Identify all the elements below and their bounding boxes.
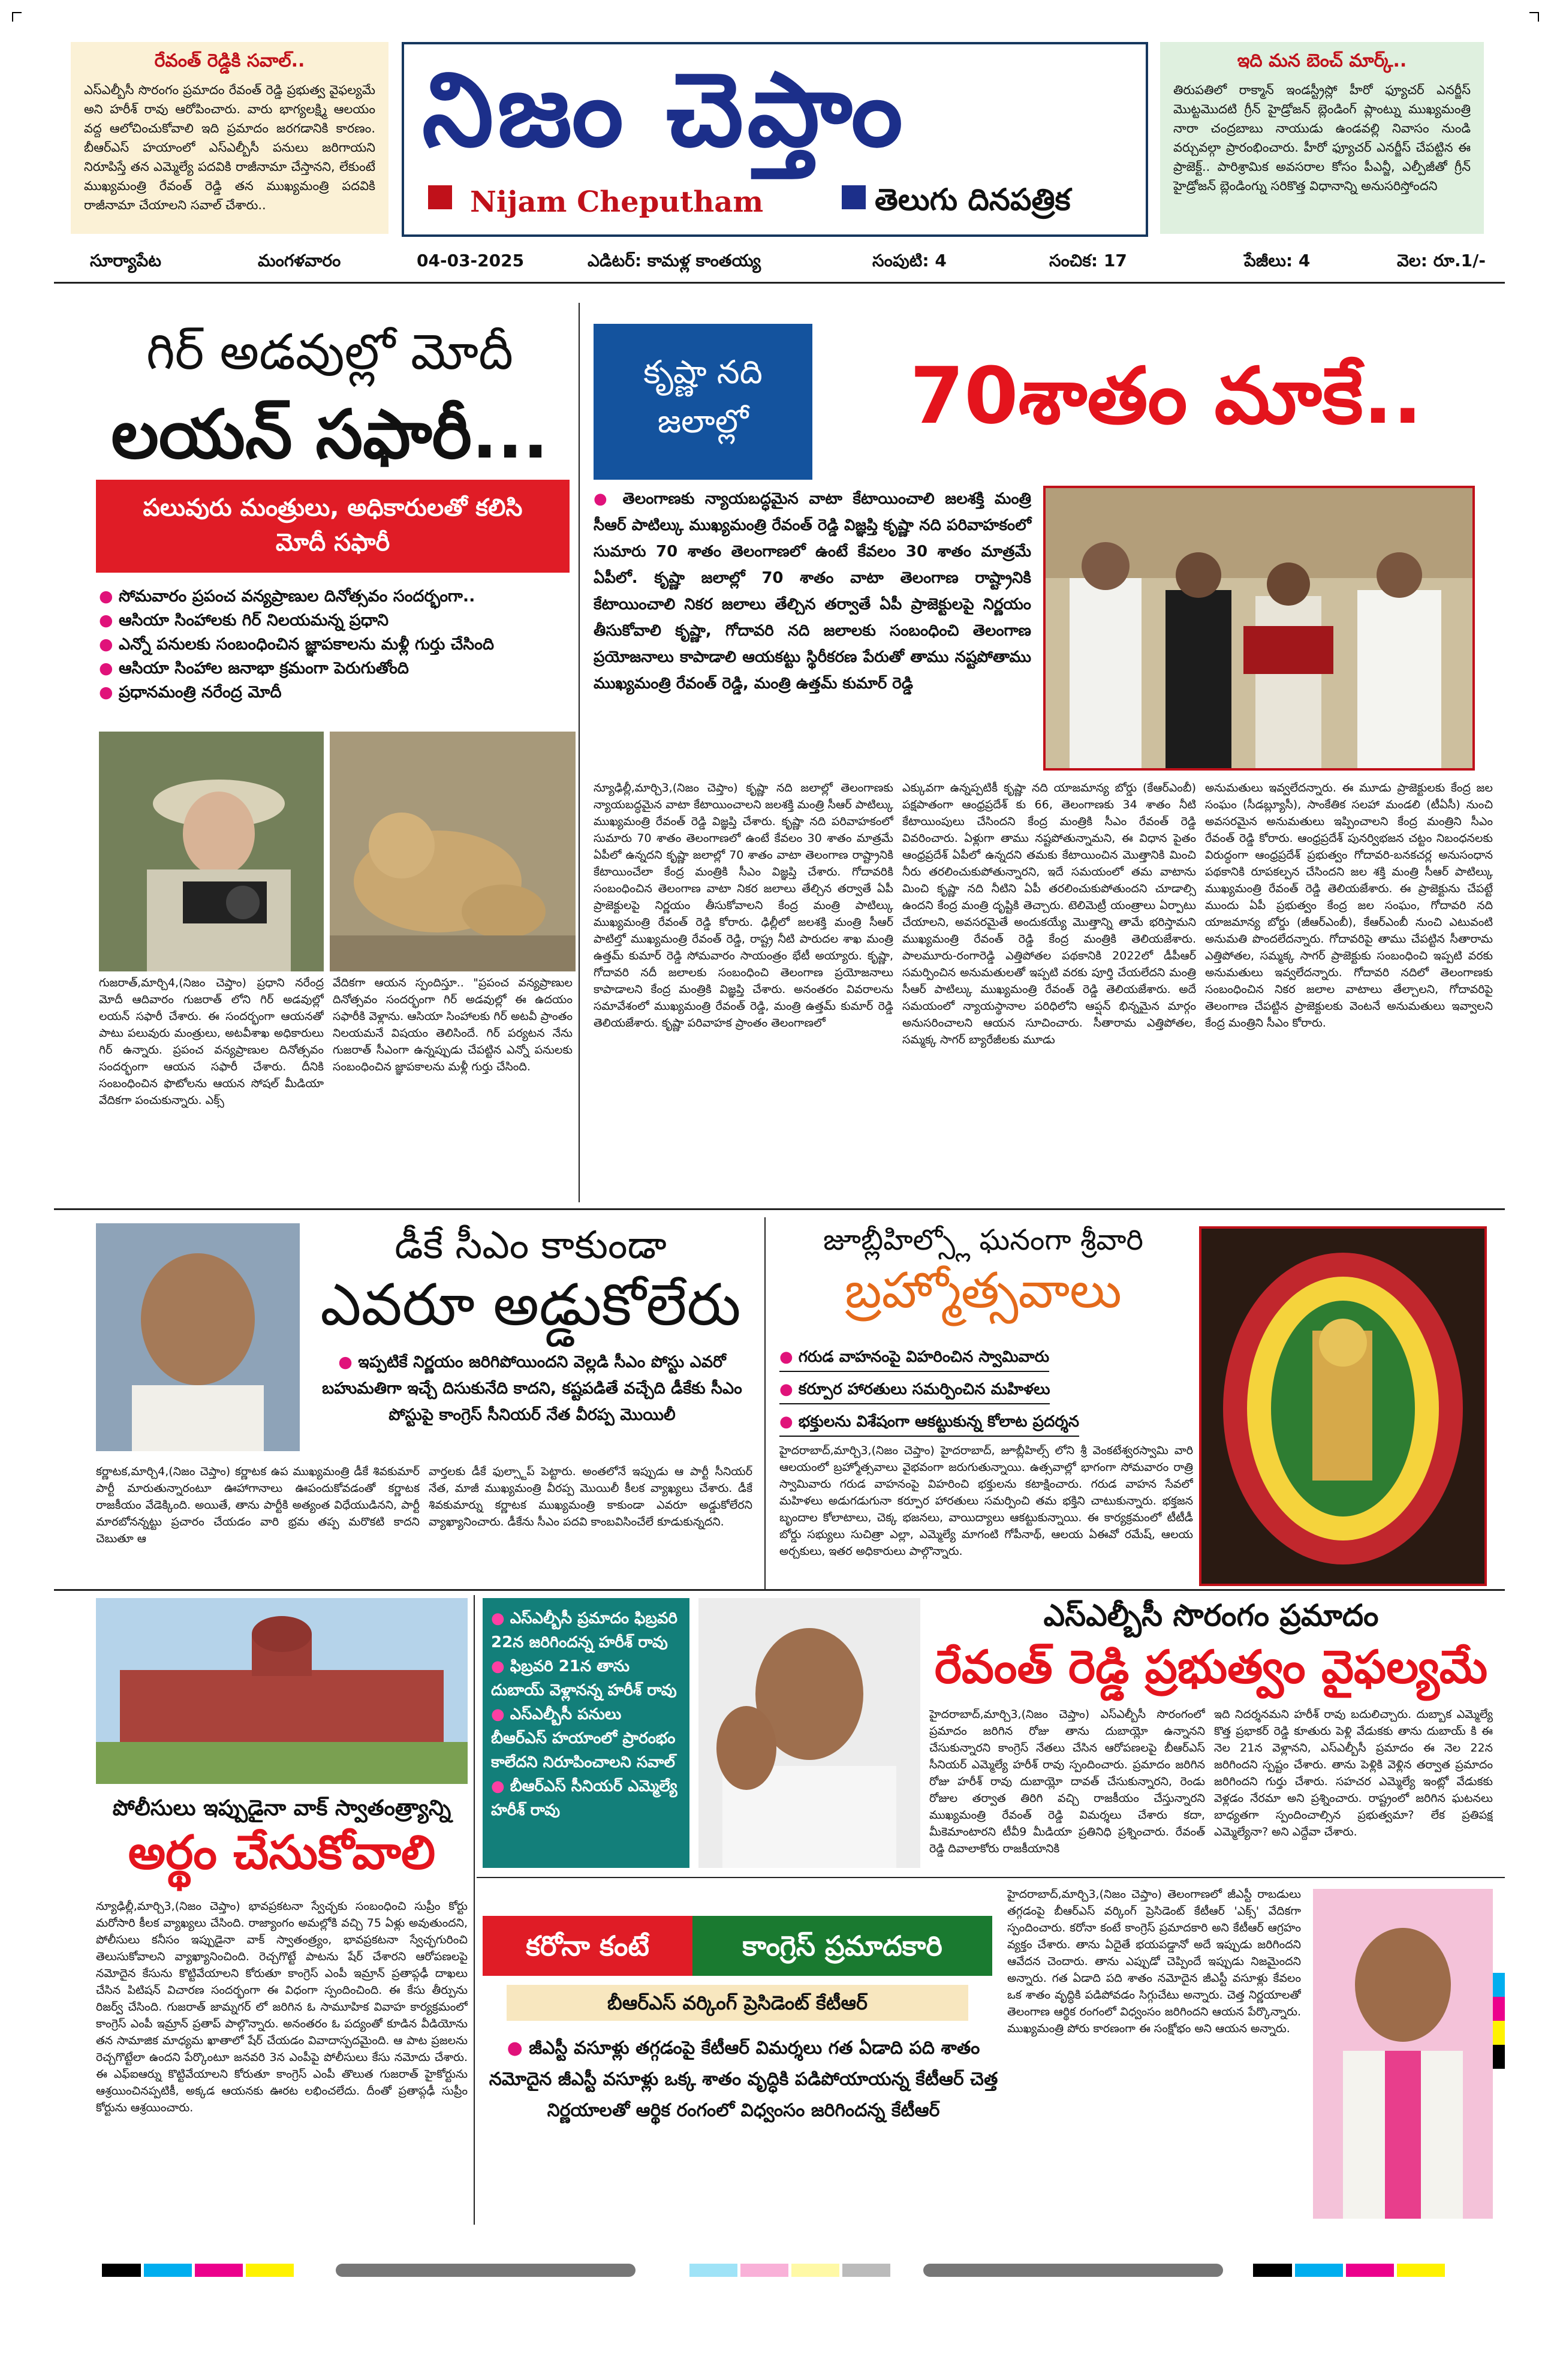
story7-deck: ● జీఎస్టీ వసూళ్లు తగ్గడంపై కేటీఆర్ విమర్శలు గత ఏడాది పది శాతం నమోదైన జీఎస్టీ వసూళ్లు ఒక్క శాతం వృద్ధికి పడిపోయాయన్న కేటీఆర్ చెత్త నిర్ణయాలతో ఆర్థిక రంగంలో విధ్వంసం జరిగిందన్న కేటీఆర్ xyxy=(489,2038,998,2121)
deity-garuda-photo xyxy=(1199,1226,1487,1586)
story1-bullet: ● ఆసియా సింహాలకు గిర్ నిలయమన్న ప్రధాని xyxy=(99,611,389,630)
veerappa-moily-photo xyxy=(96,1223,300,1451)
right-teaser-text: తిరుపతిలో రాక్మాన్ ఇండస్ట్రీస్లో హీరో ఫ్యూచర్ ఎనర్జీస్ మొట్టమొదటి గ్రీన్ హైడ్రోజన్ బ్లెండింగ్ ప్లాంట్ను ముఖ్యమంత్రి నారా చంద్రబాబు నాయుడు ఉండవల్లి నివాసం నుండి వర్చువల్గా ప్రారంభించారు. హీరో ఫ్యూచర్ ఎనర్జీస్ చేపట్టిన ఈ ప్రాజెక్ట్.. పారిశ్రామిక అవసరాల కోసం పీఎన్జీ, ఎల్పీజీతో గ్రీన్ హైడ్రోజన్ బ్లెండింగ్ను సరికొత్త విధానాన్ని అనుసరిస్తోందని xyxy=(1173,83,1471,193)
reg-magenta xyxy=(195,2264,243,2277)
story7-subribbon: బీఆర్ఎస్ వర్కింగ్ ప్రెసిడెంట్ కేటీఆర్ xyxy=(507,1985,968,2021)
story3-head2: ఎవరూ అడ్డుకోలేరు xyxy=(320,1271,741,1338)
story4-head1: జూబ్లీహిల్స్లో ఘనంగా శ్రీవారి xyxy=(823,1223,1143,1257)
story2-deck: ● తెలంగాణకు న్యాయబద్ధమైన వాటా కేటాయించాలి జలశక్తి మంత్రి సీఆర్ పాటిల్కు ముఖ్యమంత్రి రేవంత్ రెడ్డి విజ్ఞప్తి కృష్ణా నది పరివాహకంలో సుమారు 70 శాతం తెలంగాణలో ఉంటే కేవలం 30 శాతం మాత్రమే ఏపీలో. కృష్ణా జలాల్లో 70 శాతం వాటా తెలంగాణ రాష్ట్రానికి కేటాయించాలి నికర జలాలు తేల్చిన తర్వాతే ఏపీ ప్రాజెక్టులపై నిర్ణయం తీసుకోవాలి కృష్ణా, గోదావరి నది జలాలకు సంబంధించి తెలంగాణ ప్రయోజనాలు కాపాడాలి ఆయకట్టు స్థిరీకరణ పేరుతో తాము నష్టపోతాము ముఖ్యమంత్రి రేవంత్ రెడ్డి, మంత్రి ఉత్తమ్ కుమార్ రెడ్డి xyxy=(594,490,1031,693)
story6-head1: పోలీసులు ఇప్పుడైనా వాక్ స్వాతంత్ర్యాన్ని xyxy=(112,1796,451,1821)
story2-headline: 70శాతం మాకే.. xyxy=(909,350,1423,441)
story2-col3: అనుమతులు ఇవ్వలేదన్నారు. ఈ మూడు ప్రాజెక్టులకు కేంద్ర జల సంఘం (సీడబ్ల్యూసీ), సాంకేతిక సలహా మండలి (టీఏసీ) నుంచి అవసరమైన అనుమతులు ఇప్పించాలని కేంద్ర మంత్రిని సీఎం రేవంత్ రెడ్డి కోరారు. ఆంధ్రప్రదేశ్ పునర్విభజన చట్టం నిబంధనలకు విరుద్ధంగా ఆంధ్రప్రదేశ్ ప్రభుత్వం గోదావరి-బనకచర్ల అనుసంధాన పథకానికి రూపకల్పన చేసిందని జల శక్తి మంత్రి సీఆర్ పాటిల్కు ముఖ్యమంత్రి రేవంత్ రెడ్డి తెలియజేశారు. ఈ ప్రాజెక్టును చేపట్టే ముందు ఏపీ ప్రభుత్వం కేంద్ర జల సంఘం, గోదావరి నది యాజమాన్య బోర్డు (జీఆర్ఎంబీ), కేఆర్ఎంబీ నుంచి ఎటువంటి అనుమతి పొందలేదన్నారు. గోదావరిపై తాము చేపట్టిన సీతారామ ఎత్తిపోతల, సమ్మక్క సాగర్ ప్రాజెక్టుకు సంబంధించి ఇప్పటి వరకు అనుమతులు ఇవ్వలేదన్నారు. గోదావరి నదిలో తెలంగాణకు సంబంధించిన నికర జలాల వాటాలు తేల్చాలని, గోదావరిపై తెలంగాణ చేపట్టిన ప్రాజెక్టులకు వెంటనే అనుమతులు ఇవ్వాలని కేంద్ర మంత్రిని సీఎం కోరారు. xyxy=(1205,781,1493,1030)
story5-col1: హైదరాబాద్,మార్చి3,(నిజం చెప్తాం) ఎస్ఎల్బీసీ సొరంగంలో ప్రమాదం జరిగిన రోజు తాను దుబాయ్లో ఉన్నానని చేసుకున్నారని కాంగ్రెస్ నేతలు చేసిన ఆరోపణలపై బీఆర్ఎస్ సీనియర్ ఎమ్మెల్యే హరీశ్ రావు స్పందించారు. ప్రమాదం జరిగిన రోజు హరీశ్ రావు దుబాయ్లో దావత్ చేసుకున్నారని, రెండు రోజుల తర్వాత తిరిగి వచ్చి రాజకీయం చేస్తున్నారని ముఖ్యమంత్రి రేవంత్ రెడ్డి విమర్శలు చేశారు కదా, మీకెమాంటారని టీవీ9 మీడియా ప్రతినిధి ప్రశ్నించారు. రేవంత్ రెడ్డి దివాలాకోరు రాజకీయానికి xyxy=(929,1708,1205,1855)
story1-bullet: ● సోమవారం ప్రపంచ వన్యప్రాణుల దినోత్సవం సందర్భంగా.. xyxy=(99,587,475,606)
reg-black-2 xyxy=(1253,2264,1292,2277)
reg-cyan-2 xyxy=(1295,2264,1343,2277)
reg-yellow-2 xyxy=(1397,2264,1445,2277)
side-color-strip xyxy=(1493,1973,1505,2105)
right-teaser-box xyxy=(1160,42,1484,234)
dateline-issue: సంచిక: 17 xyxy=(1049,251,1127,270)
story1-bullet: ● ఎన్నో పనులకు సంబంధించిన జ్ఞాపకాలను మళ్లీ గుర్తు చేసింది xyxy=(99,635,495,654)
column-divider-3 xyxy=(474,1595,475,2225)
story1-bullet: ● ప్రధానమంత్రి నరేంద్ర మోదీ xyxy=(99,683,282,702)
story6-head2: అర్థం చేసుకోవాలి xyxy=(128,1826,436,1880)
story3-col2: వార్తలకు డీకే ఫుల్స్టాప్ పెట్టారు. అంతలోనే ఇప్పుడు ఆ పార్టీ సీనియర్ నేత, మాజీ ముఖ్యమంత్రి వీరప్ప మొయిలీ కీలక వ్యాఖ్యలు చేశారు. డీకే శివకుమార్ను కర్ణాటక ముఖ్యమంత్రి కాకుండా ఎవరూ అడ్డుకోలేరని వ్యాఖ్యానించారు. డీకేను సీఎం పదవి కాంబవిసించేలే కూడుకున్నదని. xyxy=(429,1465,752,1529)
story4-caption: ● గరుడ వాహనంపై విహరించిన స్వామివారు xyxy=(779,1343,1049,1372)
dateline-rule xyxy=(54,282,1505,284)
reg-light-magenta xyxy=(740,2264,788,2277)
section-rule-2 xyxy=(54,1589,1505,1591)
story1-col2: వేదికగా ఆయన స్పందిస్తూ.. "ప్రపంచ వన్యప్రాణుల దినోత్సవం సందర్భంగా గిర్ అడవుల్లో ఈ ఉదయం సఫారీకి వెళ్లాను. ఆసియా సింహాలకు గిర్ అటవీ ప్రాంతం నిలయమనే విషయం తెలిసిందే. గిర్ పర్యటన నేను గుజరాత్ సీఎంగా ఉన్నప్పుడు చేపట్టిన ఎన్నో పనులకు సంబంధించిన జ్ఞాపకాలను మళ్లీ గుర్తు చేసింది. xyxy=(333,976,573,1073)
reg-yellow xyxy=(246,2264,294,2277)
story3-deck: ● ఇప్పటికే నిర్ణయం జరిగిపోయిందని వెల్లడి సీఎం పోస్టు ఎవరో బహుమతిగా ఇచ్చే దిసుకునేది కాదని, కష్టపడితే వచ్చేది డీకేకు సీఎం పోస్టుపై కాంగ్రెస్ సీనియర్ నేత వీరప్ప మొయిలీ xyxy=(322,1353,742,1424)
story1-bullets xyxy=(99,585,579,705)
dateline-place: సూర్యాపేట xyxy=(90,251,161,270)
modi-camera-photo xyxy=(99,732,324,971)
story5-bullets xyxy=(483,1598,689,1868)
column-divider-2 xyxy=(764,1217,766,1589)
story5-bullet: ● ఫిబ్రవరి 21న తాను దుబాయ్ వెళ్లానన్న హరీశ్ రావు xyxy=(491,1657,677,1699)
reg-light-cyan xyxy=(689,2264,737,2277)
story5-col2: ఇది నిదర్శనమని హరీశ్ రావు బదులిచ్చారు. దుబ్బాక ఎమ్మెల్యే కొత్త ప్రభాకర్ రెడ్డి కూతురు పెళ్లి వేడుకకు తాను దుబాయ్ కి ఈ నెల 21న వెళ్లానని, ఎస్ఎల్బీసీ ప్రమాదం ఈ నెల 22న జరిగిందని స్పష్టం చేశారు. తాను పెళ్లికి వెళ్లిన తర్వాత ప్రమాదం జరిగిందని గుర్తు చేశారు. సహచర ఎమ్మెల్యే ఇంట్లో వేడుకకు వెళ్లడం నేరమా అని ప్రశ్నించారు. రాష్ట్రంలో జరిగిన ఘటనలు బాధ్యతగా స్పందించాల్సిన ప్రభుత్వమా? లేక ప్రతిపక్ష ఎమ్మెల్యేనా? అని ఎద్దేవా చేశారు. xyxy=(1214,1708,1493,1839)
story4-caption: ● భక్తులను విశేషంగా ఆకట్టుకున్న కోలాట ప్రదర్శన xyxy=(779,1408,1079,1437)
lion-cub-photo xyxy=(330,732,576,971)
ktr-photo xyxy=(1313,1889,1493,2219)
left-teaser-box xyxy=(71,42,388,234)
masthead-english: Nijam Cheputham xyxy=(470,185,764,219)
dateline-date: 04-03-2025 xyxy=(417,251,525,270)
reg-grey-bar xyxy=(336,2264,636,2277)
story1-bullet: ● ఆసియా సింహాల జనాభా క్రమంగా పెరుగుతోంది xyxy=(99,659,409,678)
story7-body: హైదరాబాద్,మార్చి3,(నిజం చెప్తాం) తెలంగాణలో జీఎస్టీ రాబడులు తగ్గడంపై బీఆర్ఎస్ వర్కింగ్ ప్రెసిడెంట్ కేటీఆర్ 'ఎక్స్' వేదికగా స్పందించారు. కరోనా కంటే కాంగ్రెస్ ప్రమాదకారి అని కేటీఆర్ ఆగ్రహం వ్యక్తం చేశారు. తాను ఏదైతే భయపడ్డానో అదే ఇప్పుడు జరిగిందని ఆవేదన చెందారు. తాను ఎప్పుడో చెప్పిందే ఇప్పుడు నిజమైందని అన్నారు. గత ఏడాది పది శాతం నమోదైన జీఎస్టీ వసూళ్లు కేవలం ఒక శాతం వృద్ధికి పడిపోవడం సిగ్గుచేటు అన్నారు. చెత్త నిర్ణయాలతో తెలంగాణ ఆర్థిక రంగంలో విధ్వంసం జరిగిందని ఆయన పేర్కొన్నారు. ముఖ్యమంత్రి పోరు కారణంగా ఈ సంక్షోభం అని ఆయన అన్నారు. xyxy=(1007,1888,1301,2035)
story4-captions xyxy=(779,1343,1199,1440)
masthead-square-blue xyxy=(842,185,866,209)
crop-mark-tr xyxy=(1529,12,1539,22)
masthead xyxy=(402,42,1148,237)
right-teaser-title: ఇది మన బెంచ్ మార్క్.. xyxy=(1237,50,1407,71)
story7-ribbon-right: కాంగ్రెస్ ప్రమాదకారి xyxy=(692,1916,992,1976)
story7-ribbon-left: కరోనా కంటే xyxy=(483,1916,692,1976)
masthead-telugu-sub: తెలుగు దినపత్రిక xyxy=(875,182,1071,217)
dateline-volume: సంపుటి: 4 xyxy=(872,251,947,270)
harish-rao-photo xyxy=(698,1598,920,1868)
story5-bullet: ● ఎస్ఎల్బీసీ ప్రమాదం ఫిబ్రవరి 22న జరిగిందన్న హరీశ్ రావు xyxy=(491,1609,677,1651)
reg-grey-bar-2 xyxy=(923,2264,1223,2277)
masthead-square-red xyxy=(428,185,452,209)
left-teaser-text: ఎస్ఎల్బీసీ సొరంగం ప్రమాదం రేవంత్ రెడ్డి ప్రభుత్వ వైఫల్యమే అని హరీశ్ రావు ఆరోపించారు. వారు భాగ్యలక్ష్మి ఆలయం వద్ద ఆలోచించుకోవాలి ఇది ప్రమాదం జరగడానికి కారణం. బీఆర్ఎస్ హయాంలో ఎస్ఎల్బీసీ పనులు జరిగాయని నిరూపిస్తే తన ఎమ్మెల్యే పదవికి రాజీనామా చేస్తానని, లేకుంటే ముఖ్యమంత్రి రేవంత్ రెడ్డి తన ముఖ్యమంత్రి పదవికి రాజీనామా చేయాలని సవాల్ చేశారు.. xyxy=(84,83,375,212)
dateline-pages: పేజీలు: 4 xyxy=(1244,251,1311,270)
story2-col2: ఎక్కువగా ఉన్నప్పటికీ కృష్ణా నది యాజమాన్య బోర్డు (కేఆర్ఎంబీ) పక్షపాతంగా ఆంధ్రప్రదేశ్ కు 66, తెలంగాణకు 34 శాతం నీటి కేటాయింపులు చేసిందని కేంద్ర మంత్రికి సీఎం రేవంత్ రెడ్డి వివరించారు. ఏళ్లుగా తాము నష్టపోతున్నామని, ఈ విధాన పైతం ఆంధ్రప్రదేశ్ ఏపీలో ఉన్నదని తమకు కేటాయించిన మొత్తానికి మించి నీరు తరలించుకుపోతున్నారని, ఇదే సమయంలో తమ వాటాను మించి కృష్ణా నది నీటిని ఏపీ తరలించుకుపోతుందని చూడాల్సి ఉందని కేంద్ర మంత్రి దృష్టికి తెచ్చారు. టెలిమెట్రీ యంత్రాలు ఏర్పాటు చేయాలని, అవసరమైతే అందుకయ్యే మొత్తాన్ని తామే భరిస్తామని ముఖ్యమంత్రి రేవంత్ రెడ్డి కేంద్ర మంత్రికి తెలియజేశారు. పాలమూరు-రంగారెడ్డి ఎత్తిపోతల పథకానికి 2022లో డీపీఆర్ సమర్పించిన అనుమతులతో ఇప్పటి వరకు పూర్తి చేయలేదని మంత్రి సీఆర్ పాటిల్కు ముఖ్యమంత్రి రేవంత్ రెడ్డి తెలియజేశారు. అదే సమయంలో న్యాయస్థానాల పరిధిలోని ఆప్షన్ భిన్నమైన మార్గం అనుసరించాలని ఆయన సూచించారు. సీతారామ ఎత్తిపోతల, సమ్మక్క సాగర్ బ్యారేజీలకు మూడు xyxy=(902,781,1196,1046)
reg-cyan xyxy=(144,2264,192,2277)
story3-head1: డీకే సీఎం కాకుండా xyxy=(394,1223,667,1268)
registration-bar xyxy=(54,2258,1505,2282)
story6-body: న్యూఢిల్లీ,మార్చి3,(నిజం చెప్తాం) భావప్రకటనా స్వేచ్ఛకు సంబంధించి సుప్రీం కోర్టు మరోసారి కీలక వ్యాఖ్యలు చేసింది. రాజ్యాంగం అమల్లోకి వచ్చి 75 ఏళ్లు అవుతుందని, పోలీసులు కనీసం ఇప్పుడైనా వాక్ స్వాతంత్ర్యం, భావప్రకటనా స్వేచ్ఛగురించి తెలుసుకోవాలని వ్యాఖ్యానించింది. రెచ్చగొట్టే పాటను షేర్ చేశారని ఆరోపణలపై నమోదైన కేసును కొట్టివేయాలని కోరుతూ కాంగ్రెస్ ఎంపీ ఇమ్రాన్ ప్రతాప్గఢీ దాఖలు చేసిన పిటిషన్ విచారణ సందర్భంగా ఈ విధంగా స్పందించింది. ఈ కేసు తీర్పును రిజర్వ్ చేసింది. గుజరాత్ జామ్నగర్ లో జరిగిన ఓ సామూహిక వివాహ కార్యక్రమంలో కాంగ్రెస్ ఎంపీ ఇమ్రాన్ ప్రతాప్ పాల్గొన్నారు. అనంతరం ఓ పద్యంతో కూడిన వీడియోను తన సామాజిక మాధ్యమ ఖాతాలో షేర్ చేయడం వివాదాస్పదమైంది. ఆ పాట ప్రజలను రెచ్చగొట్టేలా ఉందని పేర్కొంటూ జనవరి 3న ఎంపీపై పోలీసులు కేసు నమోదు చేశారు. ఈ ఎఫ్ఐఆర్ను కొట్టివేయాలని కోరుతూ కాంగ్రెస్ ఎంపీ తొలుత గుజరాత్ హైకోర్టును ఆశ్రయించినప్పటికీ, అక్కడ ఆయనకు ఊరట లభించలేదు. దీంతో ప్రతాప్గఢీ సుప్రీం కోర్టును ఆశ్రయించారు. xyxy=(96,1900,468,2114)
story1-head1: గిర్ అడవుల్లో మోదీ xyxy=(146,324,514,381)
left-teaser-title: రేవంత్ రెడ్డికి సవాల్.. xyxy=(154,50,305,71)
crop-mark-tl xyxy=(12,12,22,22)
story1-ribbon: పలువురు మంత్రులు, అధికారులతో కలిసి మోదీ సఫారీ xyxy=(96,480,570,573)
story1-head2: లయన్ సఫారీ... xyxy=(111,396,549,474)
dateline xyxy=(54,251,1505,279)
section-rule-1 xyxy=(54,1208,1505,1210)
revanth-patil-meeting-photo xyxy=(1043,486,1475,771)
story5-bullet: ● బీఆర్ఎస్ సీనియర్ ఎమ్మెల్యే హరీశ్ రావు xyxy=(491,1777,677,1819)
story5-head1: ఎస్ఎల్బీసీ సొరంగం ప్రమాదం xyxy=(1043,1598,1379,1633)
reg-light-grey xyxy=(842,2264,890,2277)
dateline-price: వెల: రూ.1/- xyxy=(1397,251,1486,270)
section-rule-3 xyxy=(477,1877,1505,1878)
supreme-court-photo xyxy=(96,1598,468,1784)
reg-black xyxy=(102,2264,141,2277)
dateline-day: మంగళవారం xyxy=(258,251,341,270)
story5-bullet: ● ఎస్ఎల్బీసీ పనులు బీఆర్ఎస్ హయాంలో ప్రారంభం కాలేదని నిరూపించాలని సవాల్ xyxy=(491,1705,676,1771)
story5-head2: రేవంత్ రెడ్డి ప్రభుత్వం వైఫల్యమే xyxy=(934,1640,1488,1693)
story2-col1: న్యూఢిల్లీ,మార్చి3,(నిజం చెప్తాం) కృష్ణా నది జలాల్లో తెలంగాణకు న్యాయబద్ధమైన వాటా కేటాయించాలని జలశక్తి మంత్రి సీఆర్ పాటిల్కు ముఖ్యమంత్రి రేవంత్ రెడ్డి విజ్ఞప్తి చేశారు. కృష్ణా నది పరివాహకంలో సుమారు 70 శాతం తెలంగాణలో ఉంటే కేవలం 30 శాతం మాత్రమే ఏపీలో ఉన్నదని కృష్ణా జలాల్లో 70 శాతం వాటా తెలంగాణ రాష్ట్రానికి కేటాయించేలా కేంద్ర మంత్రికి సీఎం విజ్ఞప్తి చేశారు. గోదావరికి సంబంధించిన తెలంగాణ వాటా నికర జలాలు తేల్చిన తర్వాతే ఏపీ ప్రాజెక్టులపై నిర్ణయం తీసుకోవాలని కేంద్ర మంత్రి పాటిల్కు ముఖ్యమంత్రి రేవంత్ రెడ్డి కోరారు. ఢిల్లీలో జలశక్తి మంత్రి సీఆర్ పాటిల్తో ముఖ్యమంత్రి రేవంత్ రెడ్డి, రాష్ట్ర నీటి పారుదల శాఖ మంత్రి ఉత్తమ్ కుమార్ రెడ్డి సోమవారం సాయంత్రం భేటీ అయ్యారు. కృష్ణా, గోదావరి నదీ జలాలకు సంబంధించి తెలంగాణ ప్రయోజనాలు కాపాడాలని కేంద్ర మంత్రికి విజ్ఞప్తి చేశారు. అనంతరం వివరాలను సమావేశంలో ముఖ్యమంత్రి రేవంత్ రెడ్డి, మంత్రి ఉత్తమ్ కుమార్ రెడ్డి తెలియజేశారు. కృష్ణా పరివాహక ప్రాంతం తెలంగాణలో xyxy=(594,781,893,1030)
story4-head2: బ్రహ్మోత్సవాలు xyxy=(845,1262,1122,1319)
story4-caption: ● కర్పూర హారతులు సమర్పించిన మహిళలు xyxy=(779,1376,1050,1404)
column-divider xyxy=(579,303,580,1202)
reg-magenta-2 xyxy=(1346,2264,1394,2277)
story3-col1: కర్ణాటక,మార్చి4,(నిజం చెప్తాం) కర్ణాటక ఉప ముఖ్యమంత్రి డీకే శివకుమార్ పార్టీ మారుతున్నారంటూ ఊహాగానాలు ఊపందుకోవడంతో కర్ణాటక రాజకీయం వేడెక్కింది. అయితే, తాను పార్టీకి అత్యంత విధేయుడినని, పార్టీ మారబోనన్నట్టు ప్రచారం చేయడం వారి భ్రమ తప్ప మరొకటి కాదని చెబుతూ ఆ xyxy=(96,1465,420,1545)
masthead-logo: నిజం చెప్తాం xyxy=(422,51,906,170)
dateline-editor: ఎడిటర్: కామళ్ల కాంతయ్య xyxy=(588,251,761,270)
reg-light-yellow xyxy=(791,2264,839,2277)
story4-body: హైదరాబాద్,మార్చి3,(నిజం చెప్తాం) హైదరాబాద్, జూబ్లీహిల్స్ లోని శ్రీ వెంకటేశ్వరస్వామి వారి ఆలయంలో బ్రహ్మోత్సవాలు వైభవంగా జరుగుతున్నాయి. ఉత్సవాల్లో భాగంగా సోమవారం రాత్రి స్వామివారు గరుడ వాహనంపై విహరించి భక్తులను కటాక్షించారు. గరుడ వాహన సేవలో మహిళలు అడుగడుగునా కర్పూర హారతులు సమర్పించి తమ భక్తిని చాటుకున్నారు. భక్తజన బృందాల కోలాటాలు, చెక్క భజనలు, వాయిద్యాలు ఆకట్టుకున్నాయి. ఈ కార్యక్రమంలో టీటీడీ బోర్డు సభ్యులు సుచిత్రా ఎల్లా, ఎమ్మెల్యే మాగంటి గోపీనాథ్, ఆలయ ఏఈవో రమేష్, ఆలయ అర్చకులు, ఇతర అధికారులు పాల్గొన్నారు. xyxy=(779,1444,1193,1558)
story2-kicker: కృష్ణా నది జలాల్లో xyxy=(594,324,812,480)
story1-col1: గుజరాత్,మార్చి4,(నిజం చెప్తాం) ప్రధాని నరేంద్ర మోదీ ఆదివారం గుజరాత్ లోని గిర్ అడవుల్లో లయన్ సఫారీ చేశారు. ఈ సందర్భంగా ఆయనతో పాటు పలువురు మంత్రులు, అటవీశాఖ అధికారులు గిర్ ఉన్నారు. ప్రపంచ వన్యప్రాణుల దినోత్సవం సందర్భంగా ఆయన సఫారీ చేశారు. దీనికి సంబంధించిన ఫొటోలను ఆయన సోషల్ మీడియా వేదికగా పంచుకున్నారు. ఎక్స్ xyxy=(99,976,324,1107)
